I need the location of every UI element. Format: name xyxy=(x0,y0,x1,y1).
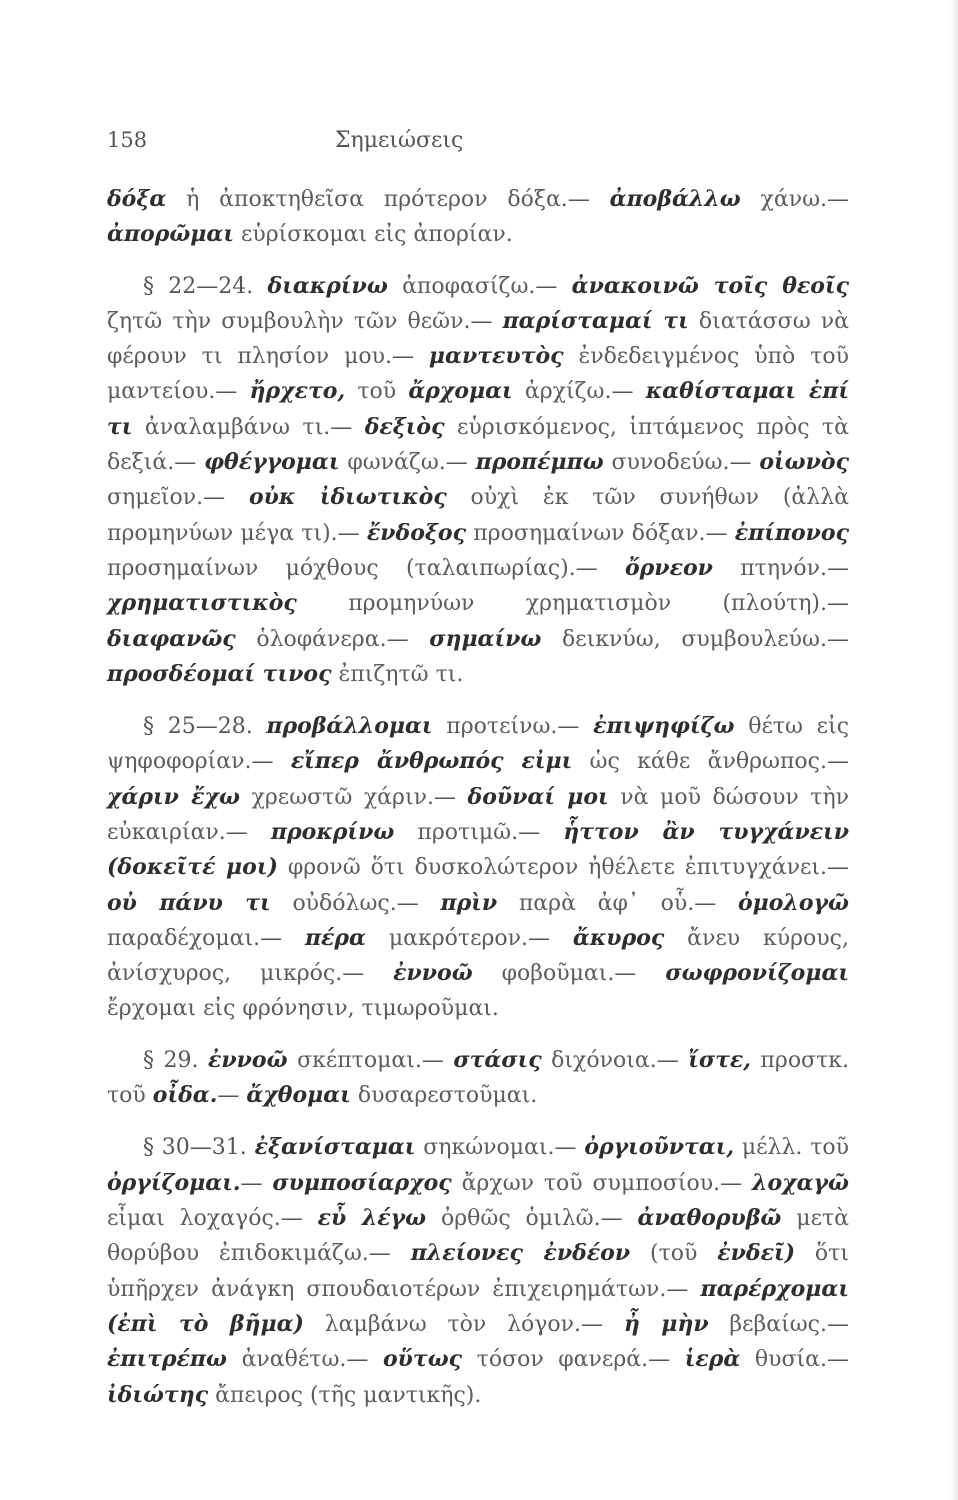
gloss: προτιμῶ. xyxy=(417,820,519,846)
headword: ἀποβάλλω xyxy=(609,186,741,212)
gloss: διατάσσω νὰ φέρουν τι πλησίον μου. xyxy=(107,308,849,370)
gloss: σημεῖον. xyxy=(107,485,204,511)
gloss: παρὰ ἀφ᾿ οὗ. xyxy=(518,890,695,916)
headword: ἧττον ἂν τυγχάνειν (δοκεῖτέ μοι) xyxy=(107,819,849,881)
headword: ἴστε, xyxy=(688,1046,751,1073)
gloss: φωνάζω. xyxy=(347,450,446,476)
gloss: μέλλ. τοῦ xyxy=(741,1135,849,1161)
headword: χρηματιστικὸς xyxy=(107,590,297,617)
gloss: λαμβάνω τὸν λόγον. xyxy=(324,1311,582,1337)
headword: λοχαγῶ xyxy=(752,1169,849,1196)
gloss: ἐπιζητῶ τι. xyxy=(338,661,464,687)
headword: παρέρχομαι (ἐπὶ τὸ βῆμα) xyxy=(107,1275,849,1337)
headword: ἰδιώτης xyxy=(107,1381,209,1408)
headword: ὁμολογῶ xyxy=(737,889,849,916)
gloss: σηκώνομαι. xyxy=(423,1135,555,1161)
section-reference: § 22—24. xyxy=(143,273,254,299)
note-paragraph: δόξα ἡ ἀποκτηθεῖσα πρότερον δόξα.— ἀποβάλλω χάνω.— ἀπορῶμαι εὑρίσκομαι εἰς ἀπορίαν. xyxy=(107,186,850,248)
gloss: εὑρισκόμενος, ἱπτάμενος πρὸς τὰ δεξιά. xyxy=(107,414,849,476)
gloss: ἄπειρος (τῆς μαντικῆς). xyxy=(215,1382,482,1408)
headword: ὀργίζομαι. xyxy=(107,1169,241,1196)
gloss: βεβαίως. xyxy=(729,1311,827,1337)
headword: εἴπερ ἄνθρωπός εἰμι xyxy=(290,748,573,775)
note-paragraph: § 29. ἐννοῶ σκέπτομαι.— στάσις διχόνοια.— ἴστε, προστκ. τοῦ οἶδα.— ἄχθομαι δυσαρεστοῦμαι. xyxy=(107,1046,849,1109)
headword: οὕτως xyxy=(382,1346,463,1373)
gloss: διχόνοια. xyxy=(551,1047,657,1073)
headword: στάσις xyxy=(453,1046,542,1073)
headword: ἄκυρος xyxy=(572,924,665,951)
gloss: εὑρίσκομαι εἰς ἀπορίαν. xyxy=(240,222,513,248)
headword: προκρίνω xyxy=(270,819,395,846)
note-paragraph: § 25—28. προβάλλομαι προτείνω.— ἐπιψηφίζω θέτω εἰς ψηφοφορίαν.— εἴπερ ἄνθρωπός εἰμι ὡς κάθε ἄνθρωπος.— χάριν ἔχω χρεωστῶ χάριν.— δοῦναί μοι νὰ μοῦ δώσουν τὴν εὐκαιρίαν.— προκρίνω προτιμῶ.— ἧττον ἂν τυγχάνειν (δοκεῖτέ μοι) φρονῶ ὅτι δυσκολώτερον ἠθέλετε ἐπιτυγχάνει.— οὐ πάνυ τι οὐδόλως.— πρὶν παρὰ ἀφ᾿ οὗ.— ὁμολογῶ παραδέχομαι.— πέρα μακρότερον.— ἄκυρος ἄνευ κύρους, ἀνίσχυρος, μικρός.— ἐννοῶ φοβοῦμαι.— σωφρονίζομαι ἔρχομαι εἰς φρόνησιν, τιμωροῦμαι. xyxy=(107,713,850,1021)
gloss: προσημαίνων μόχθους (ταλαιπωρίας). xyxy=(107,555,576,581)
gloss: παραδέχομαι. xyxy=(107,925,261,951)
headword: ἦ μὴν xyxy=(623,1310,709,1337)
headword: πρὶν xyxy=(440,889,498,916)
headword: οὐ πάνυ τι xyxy=(107,889,271,916)
gloss: προτείνω. xyxy=(446,714,558,740)
section-reference: § 30—31. xyxy=(143,1135,247,1161)
headword: ἀναθορυβῶ xyxy=(637,1205,782,1232)
headword: μαντευτὸς xyxy=(428,343,564,370)
gloss: δυσαρεστοῦμαι. xyxy=(357,1083,538,1109)
headword: πλείονες ἐνδέον xyxy=(410,1240,631,1267)
running-title: Σημειώσεις xyxy=(335,128,464,153)
headword: ἐνδεῖ) xyxy=(717,1240,796,1267)
headword: ἀπορῶμαι xyxy=(107,221,234,248)
gloss: (τοῦ xyxy=(650,1241,698,1267)
headword: ἐννοῶ xyxy=(208,1046,288,1073)
headword: σωφρονίζομαι xyxy=(665,960,850,987)
gloss: ὀρθῶς ὁμιλῶ. xyxy=(440,1206,601,1232)
gloss: προσημαίνων δόξαν. xyxy=(473,520,706,546)
headword: ὀργιοῦνται, xyxy=(584,1134,735,1161)
gloss: θυσία. xyxy=(754,1347,827,1373)
headword: οἶδα. xyxy=(152,1082,218,1109)
headword: οὐκ ἰδιωτικὸς xyxy=(248,484,447,511)
headword: πέρα xyxy=(304,924,366,951)
page-edge-shadow xyxy=(950,0,958,1500)
headword: οἰωνὸς xyxy=(759,449,849,476)
section-reference: § 29. xyxy=(143,1047,199,1073)
gloss: πτηνόν. xyxy=(740,555,827,581)
headword: δόξα xyxy=(107,186,167,212)
headword: ἐπιψηφίζω xyxy=(593,713,735,740)
headword: χάριν ἔχω xyxy=(107,783,240,810)
page-number: 158 xyxy=(107,128,148,152)
gloss: ἀποφασίζω. xyxy=(402,273,536,299)
gloss: τόσον φανερά. xyxy=(476,1347,649,1373)
headword: εὖ λέγω xyxy=(317,1205,427,1232)
gloss: φρονῶ ὅτι δυσκολώτερον ἠθέλετε ἐπιτυγχάνει. xyxy=(287,855,827,881)
gloss: ἀναθέτω. xyxy=(241,1347,347,1373)
gloss: μακρότερον. xyxy=(388,925,529,951)
gloss: συνοδεύω. xyxy=(611,450,730,476)
headword: σημαίνω xyxy=(429,625,542,652)
gloss: νὰ μοῦ δώσουν τὴν εὐκαιρίαν. xyxy=(107,784,850,846)
gloss: χάνω. xyxy=(760,187,828,212)
headword: ἤρχετο, xyxy=(249,378,346,405)
gloss: ὁλοφάνερα. xyxy=(256,626,387,652)
headword: ἐπίπονος xyxy=(734,519,849,546)
headword: ἐννοῶ xyxy=(393,960,473,987)
gloss: οὐδόλως. xyxy=(292,890,397,916)
headword: προσδέομαί τινος xyxy=(107,660,332,687)
gloss: θέτω εἰς ψηφοφορίαν. xyxy=(107,714,850,775)
headword: ἱερὰ xyxy=(684,1346,741,1373)
gloss: εἶμαι λοχαγός. xyxy=(107,1206,281,1232)
gloss: προστκ. τοῦ xyxy=(107,1047,849,1109)
gloss: προμηνύων χρηματισμὸν (πλούτη). xyxy=(348,591,828,617)
gloss: σκέπτομαι. xyxy=(297,1047,422,1073)
gloss: ἡ ἀποκτηθεῖσα πρότερον δόξα. xyxy=(186,187,568,212)
headword: παρίσταμαί τι xyxy=(502,307,689,334)
gloss: ἄρχων τοῦ συμποσίου. xyxy=(461,1170,721,1196)
headword: φθέγγομαι xyxy=(204,449,340,476)
headword: ἔνδοξος xyxy=(366,519,466,546)
gloss: ἐνδεδειγμένος ὑπὸ τοῦ μαντείου. xyxy=(107,344,849,405)
headword: ἐξανίσταμαι xyxy=(254,1134,416,1161)
headword: ἄχθομαι xyxy=(246,1082,351,1109)
section-reference: § 25—28. xyxy=(143,714,253,740)
gloss: ἄνευ κύρους, ἀνίσχυρος, μικρός. xyxy=(107,925,849,987)
headword: διαφανῶς xyxy=(107,625,236,652)
page-header xyxy=(107,128,847,158)
headword: προβάλλομαι xyxy=(266,713,433,740)
headword: δεξιὸς xyxy=(364,413,445,440)
gloss: ἀναλαμβάνω τι. xyxy=(144,414,331,440)
gloss: τοῦ xyxy=(357,379,397,405)
headword: διακρίνω xyxy=(267,272,388,299)
headword: καθίσταμαι ἐπί τι xyxy=(107,378,850,440)
notes-body xyxy=(107,182,849,1430)
gloss: χρεωστῶ χάριν. xyxy=(251,784,434,810)
note-paragraph: § 30—31. ἐξανίσταμαι σηκώνομαι.— ὀργιοῦνται, μέλλ. τοῦ ὀργίζομαι.— συμποσίαρχος ἄρχων τοῦ συμποσίου.— λοχαγῶ εἶμαι λοχαγός.— εὖ λέγω ὀρθῶς ὁμιλῶ.— ἀναθορυβῶ μετὰ θορύβου ἐπιδοκιμάζω.— πλείονες ἐνδέον (τοῦ ἐνδεῖ) ὅτι ὑπῆρχεν ἀνάγκη σπουδαιοτέρων ἐπιχειρημάτων.— παρέρχομαι (ἐπὶ τὸ βῆμα) λαμβάνω τὸν λόγον.— ἦ μὴν βεβαίως.— ἐπιτρέπω ἀναθέτω.— οὕτως τόσον φανερά.— ἱερὰ θυσία.— ἰδιώτης ἄπειρος (τῆς μαντικῆς). xyxy=(107,1134,849,1408)
headword: ἐπιτρέπω xyxy=(107,1346,227,1373)
headword: προπέμπω xyxy=(475,449,604,476)
gloss: ζητῶ τὴν συμβουλὴν τῶν θεῶν. xyxy=(107,308,471,334)
gloss: μετὰ θορύβου ἐπιδοκιμάζω. xyxy=(107,1206,849,1267)
gloss: δεικνύω, συμβουλεύω. xyxy=(561,626,827,652)
headword: ὄρνεον xyxy=(625,554,713,581)
headword: ἄρχομαι xyxy=(408,378,513,405)
headword: συμποσίαρχος xyxy=(272,1169,452,1196)
note-paragraph: § 22—24. διακρίνω ἀποφασίζω.— ἀνακοινῶ τοῖς θεοῖς ζητῶ τὴν συμβουλὴν τῶν θεῶν.— παρίσταμαί τι διατάσσω νὰ φέρουν τι πλησίον μου.— μαντευτὸς ἐνδεδειγμένος ὑπὸ τοῦ μαντείου.— ἤρχετο, τοῦ ἄρχομαι ἀρχίζω.— καθίσταμαι ἐπί τι ἀναλαμβάνω τι.— δεξιὸς εὑρισκόμενος, ἱπτάμενος πρὸς τὰ δεξιά.— φθέγγομαι φωνάζω.— προπέμπω συνοδεύω.— οἰωνὸς σημεῖον.— οὐκ ἰδιωτικὸς οὐχὶ ἐκ τῶν συνήθων (ἀλλὰ προμηνύων μέγα τι).— ἔνδοξος προσημαίνων δόξαν.— ἐπίπονος προσημαίνων μόχθους (ταλαιπωρίας).— ὄρνεον πτηνόν.— χρηματιστικὸς προμηνύων χρηματισμὸν (πλούτη).— διαφανῶς ὁλοφάνερα.— σημαίνω δεικνύω, συμβουλεύω.— προσδέομαί τινος ἐπιζητῶ τι. xyxy=(107,272,850,687)
headword: ἀνακοινῶ τοῖς θεοῖς xyxy=(571,272,849,299)
gloss: οὐχὶ ἐκ τῶν συνήθων (ἀλλὰ προμηνύων μέγα τι). xyxy=(107,485,850,546)
headword: δοῦναί μοι xyxy=(467,783,609,810)
gloss: ὡς κάθε ἄνθρωπος. xyxy=(589,749,827,775)
gloss: ὅτι ὑπῆρχεν ἀνάγκη σπουδαιοτέρων ἐπιχειρημάτων. xyxy=(107,1241,849,1302)
gloss: φοβοῦμαι. xyxy=(501,961,615,987)
gloss: ἀρχίζω. xyxy=(524,379,612,405)
gloss: ἔρχομαι εἰς φρόνησιν, τιμωροῦμαι. xyxy=(107,995,499,1021)
